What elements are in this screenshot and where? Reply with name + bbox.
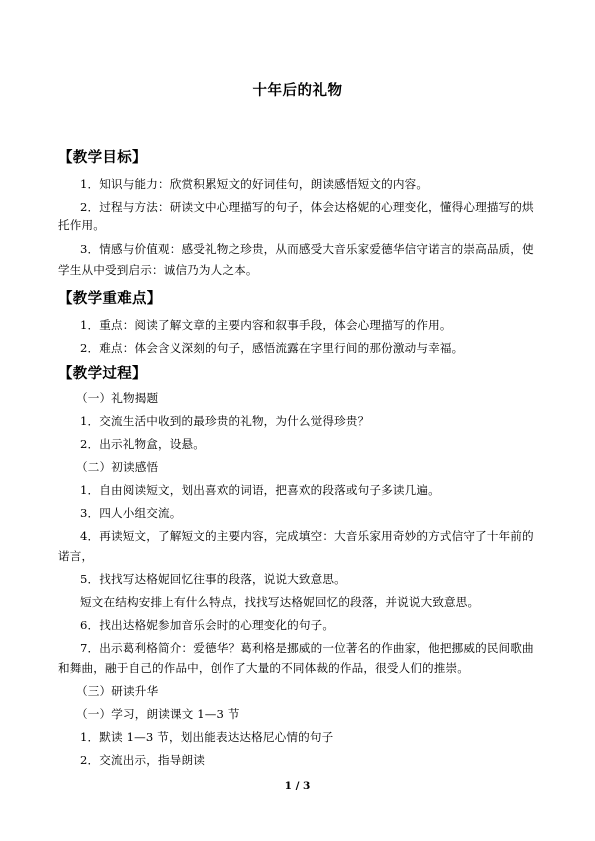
goals-item-1: 1．知识与能力：欣赏积累短文的好词佳句，朗读感悟短文的内容。 (80, 177, 429, 191)
page-title: 十年后的礼物 (252, 83, 343, 99)
section-heading-key-points: 【教学重难点】 (58, 291, 162, 307)
process-item: 2．交流出示，指导朗读 (80, 753, 205, 767)
section-heading-process: 【教学过程】 (58, 366, 147, 382)
process-item: 2．出示礼物盒，设悬。 (80, 437, 205, 451)
process-item-cont: 和舞曲，融于自己的作品中，创作了大量的不同体裁的作品，很受人们的推崇。 (58, 661, 470, 675)
process-subheading-4: （一）学习，朗读课文 1—3 节 (76, 707, 240, 721)
process-subheading-2: （二）初读感悟 (76, 460, 159, 474)
goals-item-2: 2．过程与方法：研读文中心理描写的句子，体会达格妮的心理变化，懂得心理描写的烘 (80, 200, 534, 214)
process-item: 7．出示葛利格简介：爱德华？葛利格是挪威的一位著名的作曲家，他把挪威的民间歌曲 (80, 641, 534, 655)
process-item: 4．再读短文，了解短文的主要内容，完成填空：大音乐家用奇妙的方式信守了十年前的 (80, 529, 534, 543)
section-heading-goals: 【教学目标】 (58, 150, 147, 166)
process-item: 5．找找写达格妮回忆往事的段落，说说大致意思。 (80, 572, 346, 586)
process-item: 6．找出达格妮参加音乐会时的心理变化的句子。 (80, 618, 335, 632)
goals-item-3-cont: 学生从中受到启示：诚信乃为人之本。 (58, 263, 258, 277)
process-item-cont: 诺言， (58, 549, 94, 563)
process-item: 1．自由阅读短文，划出喜欢的词语，把喜欢的段落或句子多读几遍。 (80, 483, 440, 497)
process-item: 1．交流生活中收到的最珍贵的礼物，为什么觉得珍贵？ (80, 414, 370, 428)
goals-item-3: 3．情感与价值观：感受礼物之珍贵，从而感受大音乐家爱德华信守诺言的崇高品质，使 (80, 242, 534, 256)
goals-item-2-cont: 托作用。 (58, 218, 105, 232)
process-subheading-3: （三）研读升华 (76, 684, 159, 698)
key-points-item-2: 2．难点：体会含义深刻的句子，感悟流露在字里行间的那份激动与幸福。 (80, 341, 464, 355)
process-item: 短文在结构安排上有什么特点，找找写达格妮回忆的段落，并说说大致意思。 (80, 595, 480, 609)
process-subheading-1: （一）礼物揭题 (76, 391, 159, 405)
process-item: 3．四人小组交流。 (80, 506, 182, 520)
key-points-item-1: 1．重点：阅读了解文章的主要内容和叙事手段，体会心理描写的作用。 (80, 318, 452, 332)
process-item: 1．默读 1—3 节，划出能表达达格尼心情的句子 (80, 730, 334, 744)
page-number: 1 / 3 (284, 780, 311, 792)
